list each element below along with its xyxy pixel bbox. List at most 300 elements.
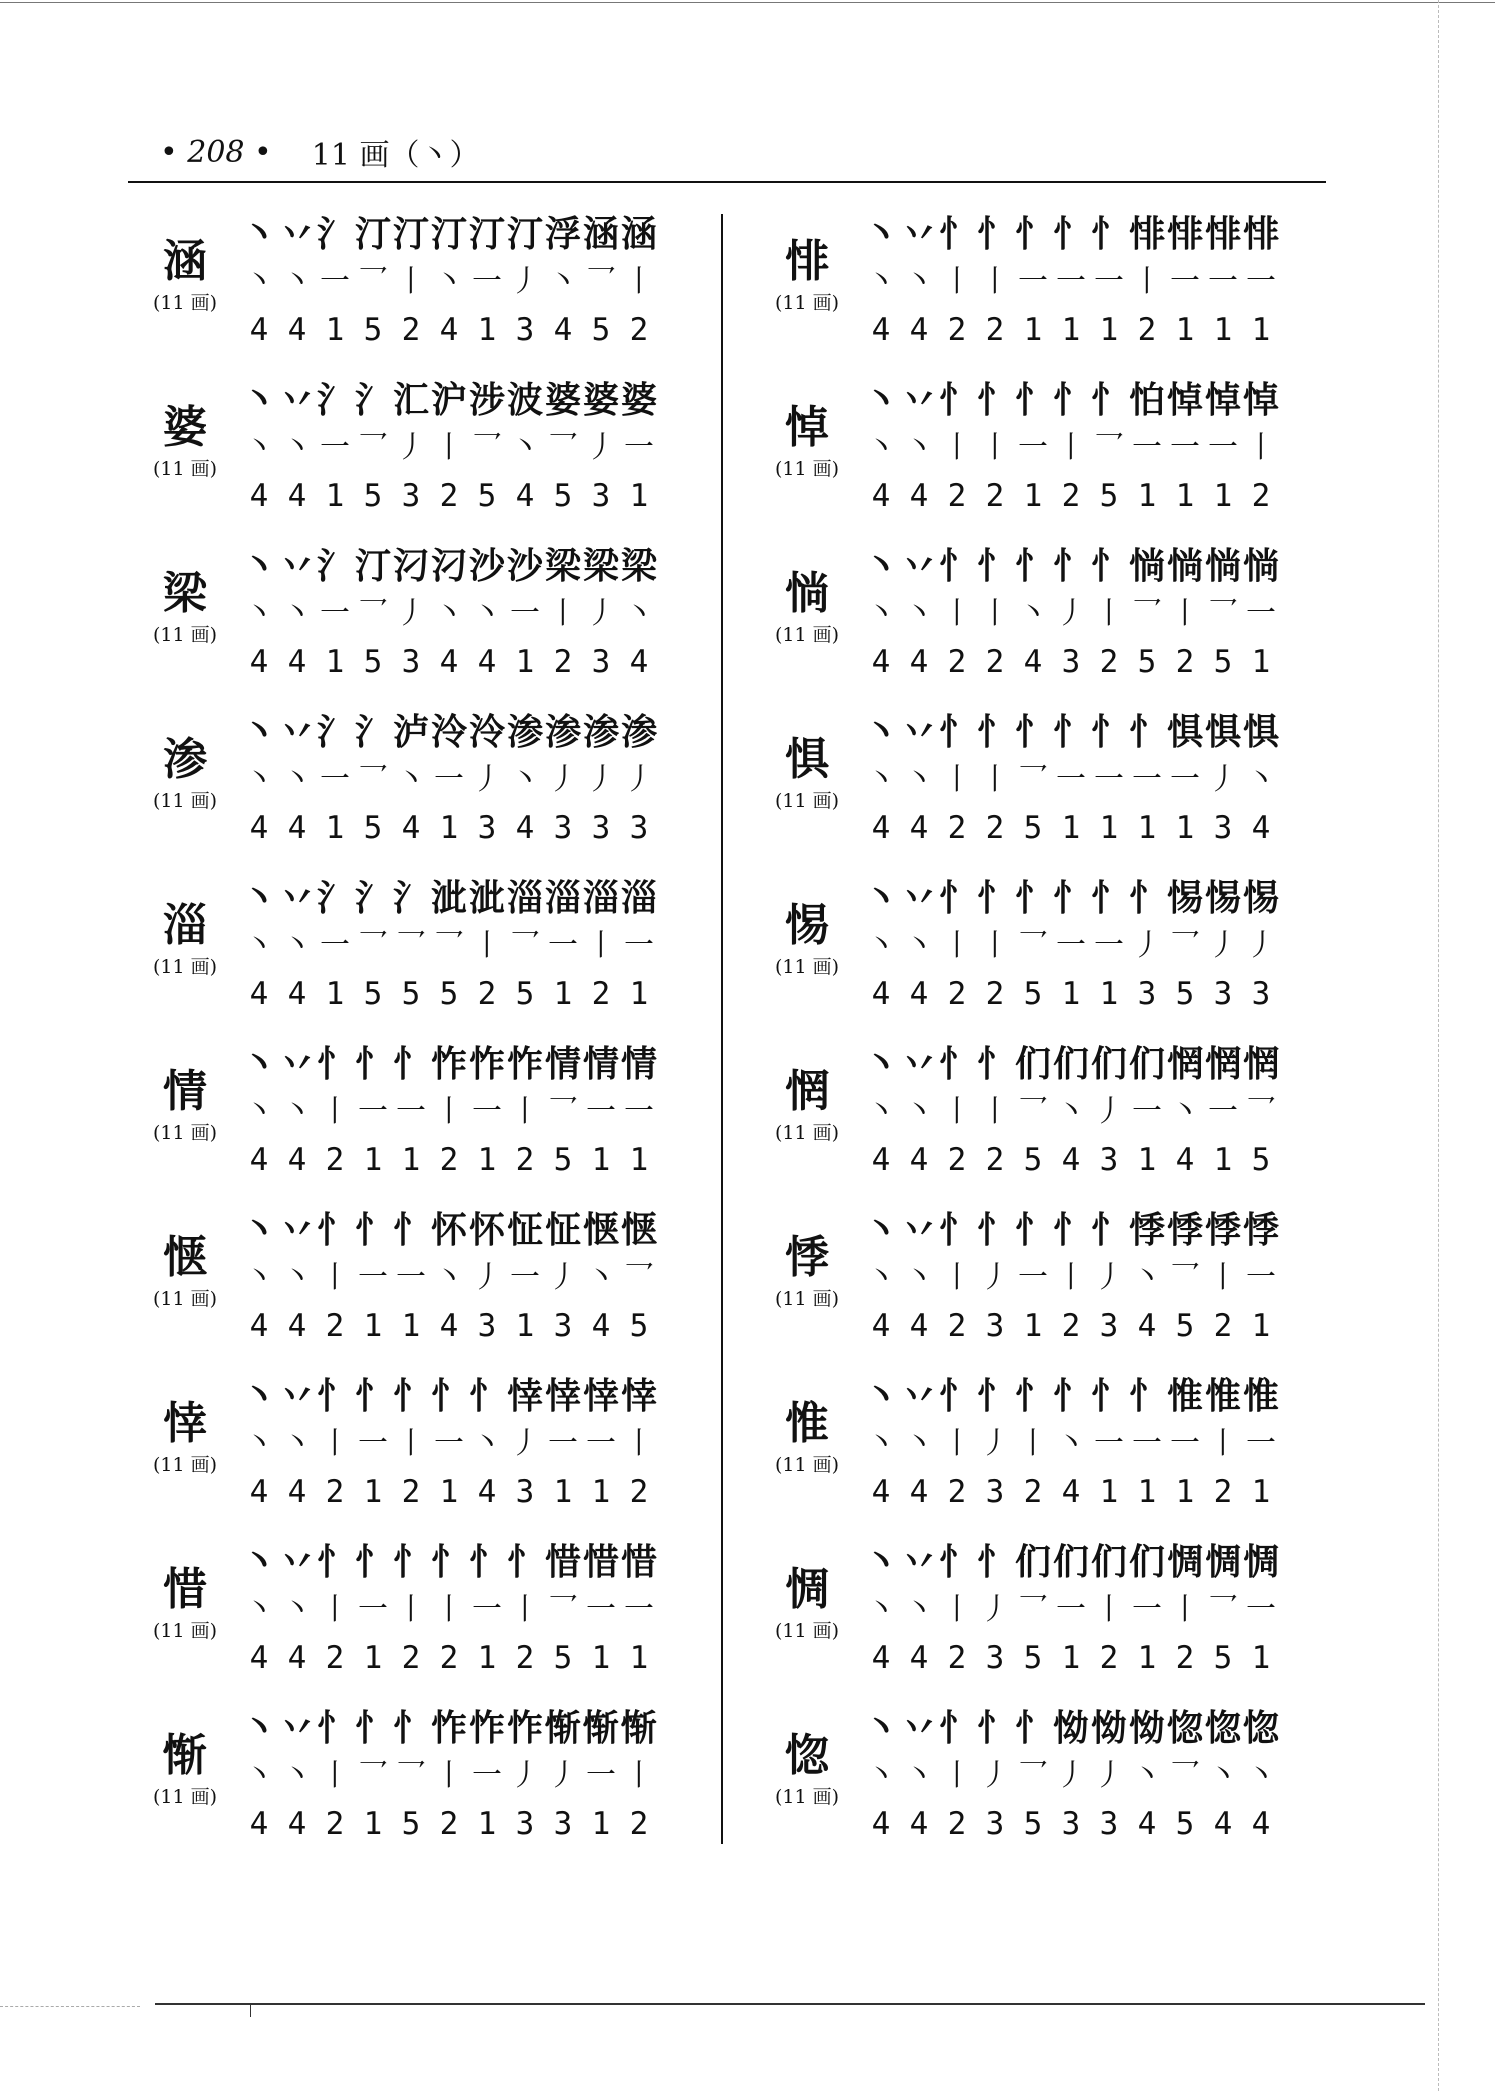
progressive-form-row <box>862 542 1312 590</box>
stroke-shape: 一 <box>586 1426 616 1461</box>
stroke-code: 3 <box>985 1473 1005 1510</box>
stroke-shape: 一 <box>1094 928 1124 963</box>
stroke-shape: 丶 <box>282 1094 312 1129</box>
stroke-shape: 乛 <box>1132 596 1162 631</box>
stroke-shape: 丨 <box>548 596 578 631</box>
stroke-shape: 丶 <box>282 430 312 465</box>
stroke-shape: 乛 <box>1018 928 1048 963</box>
progressive-form: 忄 <box>392 1043 429 1085</box>
stroke-code: 2 <box>1213 1473 1233 1510</box>
progressive-form: 丷 <box>900 545 937 587</box>
stroke-shape: 丶 <box>244 264 274 299</box>
stroke-shape: 一 <box>548 928 578 963</box>
stroke-shape: 乛 <box>548 430 578 465</box>
progressive-form-row <box>240 1206 690 1254</box>
stroke-shape: 一 <box>1246 264 1276 299</box>
stroke-shape: 乛 <box>1094 430 1124 465</box>
progressive-form: 渗 <box>544 711 581 753</box>
progressive-form: 忄 <box>1014 1375 1051 1417</box>
stroke-code: 4 <box>871 975 891 1012</box>
progressive-form: 悼 <box>1242 379 1279 421</box>
stroke-code: 5 <box>591 311 611 348</box>
stroke-sequence <box>240 210 690 354</box>
progressive-form: 惜 <box>582 1541 619 1583</box>
stroke-shape: 丨 <box>396 1426 426 1461</box>
stroke-code: 2 <box>1061 477 1081 514</box>
stroke-shape: 一 <box>320 430 350 465</box>
stroke-shape: 丿 <box>472 1260 502 1295</box>
stroke-code: 2 <box>325 1639 345 1676</box>
stroke-code: 2 <box>629 1473 649 1510</box>
stroke-shape: 丶 <box>866 1260 896 1295</box>
stroke-shape: 乛 <box>434 928 464 963</box>
stroke-code: 2 <box>439 1639 459 1676</box>
progressive-form: 丷 <box>278 1541 315 1583</box>
progressive-form: 氵 <box>354 379 391 421</box>
section-title: 11 画（丶） <box>311 138 480 173</box>
progressive-form: 梁 <box>582 545 619 587</box>
stroke-shape: 丿 <box>624 762 654 797</box>
stroke-code: 2 <box>947 809 967 846</box>
progressive-form-row <box>240 210 690 258</box>
stroke-code-row <box>240 970 690 1018</box>
progressive-form-row <box>862 1704 1312 1752</box>
stroke-code: 1 <box>1023 311 1043 348</box>
stroke-shape: 丿 <box>1132 928 1162 963</box>
headword-character: 淄 <box>163 900 207 951</box>
progressive-form: 丶 <box>862 545 899 587</box>
progressive-form: 汀 <box>354 213 391 255</box>
stroke-code: 4 <box>1061 1473 1081 1510</box>
progressive-form: 悻 <box>582 1375 619 1417</box>
progressive-form: 惚 <box>1204 1707 1241 1749</box>
character-entry <box>752 708 1312 874</box>
stroke-code: 1 <box>591 1805 611 1842</box>
stroke-code: 5 <box>1213 643 1233 680</box>
stroke-shape-row <box>240 1088 690 1136</box>
stroke-code: 2 <box>947 975 967 1012</box>
stroke-shape: 丨 <box>980 1094 1010 1129</box>
progressive-form: 悱 <box>1204 213 1241 255</box>
stroke-shape: 一 <box>1246 1592 1276 1627</box>
stroke-shape: 丨 <box>942 1426 972 1461</box>
right-column <box>752 210 1312 1870</box>
stroke-code: 4 <box>249 311 269 348</box>
stroke-code: 4 <box>871 1141 891 1178</box>
stroke-shape: 丶 <box>244 596 274 631</box>
stroke-code-row <box>862 1800 1312 1848</box>
stroke-code-row <box>862 1634 1312 1682</box>
progressive-form: 忄 <box>468 1541 505 1583</box>
stroke-code: 2 <box>947 477 967 514</box>
stroke-shape: 丶 <box>396 762 426 797</box>
stroke-shape: 丨 <box>624 1426 654 1461</box>
stroke-code: 4 <box>1213 1805 1233 1842</box>
progressive-form: 忄 <box>938 213 975 255</box>
progressive-form: 怮 <box>1052 1707 1089 1749</box>
progressive-form: 忄 <box>976 213 1013 255</box>
stroke-shape: 乛 <box>624 1260 654 1295</box>
stroke-code-row <box>862 1136 1312 1184</box>
progressive-form: 忄 <box>354 1541 391 1583</box>
headword-character: 婆 <box>163 402 207 453</box>
stroke-shape: 丨 <box>942 762 972 797</box>
stroke-code-row <box>240 1800 690 1848</box>
stroke-shape: 一 <box>1018 430 1048 465</box>
header-rule <box>128 181 1326 183</box>
progressive-form: 忄 <box>1090 711 1127 753</box>
stroke-code: 4 <box>515 809 535 846</box>
stroke-shape: 丶 <box>1132 1260 1162 1295</box>
stroke-shape: 丿 <box>586 762 616 797</box>
stroke-shape: 丶 <box>904 928 934 963</box>
stroke-code: 1 <box>1213 311 1233 348</box>
stroke-code: 3 <box>591 477 611 514</box>
column-divider <box>721 214 723 1844</box>
progressive-form-row <box>862 874 1312 922</box>
progressive-form: 忄 <box>1090 877 1127 919</box>
stroke-code: 1 <box>477 311 497 348</box>
stroke-sequence <box>240 1704 690 1848</box>
stroke-sequence <box>862 1704 1312 1848</box>
stroke-count-label: (11 画) <box>774 292 840 314</box>
stroke-code: 4 <box>871 311 891 348</box>
progressive-form: 氵 <box>354 877 391 919</box>
character-entry <box>752 1206 1312 1372</box>
progressive-form: 泸 <box>392 711 429 753</box>
character-entry <box>752 1040 1312 1206</box>
stroke-shape: 丶 <box>866 1426 896 1461</box>
stroke-code: 4 <box>871 1473 891 1510</box>
progressive-form: 忄 <box>976 711 1013 753</box>
stroke-code: 1 <box>515 643 535 680</box>
stroke-code: 1 <box>477 1639 497 1676</box>
stroke-code: 1 <box>401 1141 421 1178</box>
stroke-count-label: (11 画) <box>152 790 218 812</box>
progressive-form-row <box>862 1372 1312 1420</box>
stroke-shape: 丶 <box>866 928 896 963</box>
progressive-form: 丷 <box>900 877 937 919</box>
stroke-shape: 丨 <box>1056 430 1086 465</box>
progressive-form: 丷 <box>278 379 315 421</box>
progressive-form: 婆 <box>582 379 619 421</box>
stroke-code: 3 <box>515 1805 535 1842</box>
stroke-code: 5 <box>1251 1141 1271 1178</box>
stroke-shape: 一 <box>434 762 464 797</box>
progressive-form-row <box>240 542 690 590</box>
stroke-count-label: (11 画) <box>774 624 840 646</box>
progressive-form: 丷 <box>278 545 315 587</box>
stroke-shape: 丶 <box>244 1758 274 1793</box>
page-header <box>160 130 479 174</box>
stroke-count-label: (11 画) <box>152 956 218 978</box>
stroke-sequence <box>240 1372 690 1516</box>
progressive-form: 氵 <box>316 711 353 753</box>
progressive-form: 惕 <box>1204 877 1241 919</box>
progressive-form: 忄 <box>1128 711 1165 753</box>
stroke-code: 1 <box>1137 1141 1157 1178</box>
stroke-shape: 丿 <box>396 596 426 631</box>
progressive-form: 忄 <box>316 1707 353 1749</box>
progressive-form: 泚 <box>468 877 505 919</box>
progressive-form: 忄 <box>430 1541 467 1583</box>
progressive-form: 情 <box>620 1043 657 1085</box>
stroke-sequence <box>862 542 1312 686</box>
stroke-shape-row <box>240 590 690 638</box>
stroke-shape-row <box>862 1254 1312 1302</box>
stroke-code: 4 <box>871 477 891 514</box>
stroke-shape: 丨 <box>1094 1592 1124 1627</box>
stroke-code: 4 <box>1251 1805 1271 1842</box>
progressive-form: 丶 <box>862 1209 899 1251</box>
progressive-form: 忄 <box>1090 1209 1127 1251</box>
stroke-shape: 丶 <box>1056 1094 1086 1129</box>
stroke-shape: 丨 <box>320 1260 350 1295</box>
stroke-shape: 丿 <box>980 1426 1010 1461</box>
progressive-form: 们 <box>1128 1541 1165 1583</box>
stroke-shape: 丶 <box>244 430 274 465</box>
stroke-shape: 乛 <box>1170 1758 1200 1793</box>
stroke-shape: 丿 <box>548 762 578 797</box>
progressive-form: 丷 <box>278 711 315 753</box>
stroke-shape: 丶 <box>282 762 312 797</box>
stroke-shape: 丿 <box>1208 762 1238 797</box>
stroke-code: 2 <box>947 1473 967 1510</box>
stroke-shape: 丿 <box>1056 596 1086 631</box>
stroke-code: 4 <box>287 643 307 680</box>
stroke-sequence <box>240 1538 690 1682</box>
stroke-shape: 丶 <box>586 1260 616 1295</box>
progressive-form: 怔 <box>506 1209 543 1251</box>
scan-right-edge <box>1438 0 1439 2091</box>
stroke-shape: 丿 <box>586 596 616 631</box>
stroke-code: 5 <box>401 975 421 1012</box>
stroke-code: 4 <box>249 643 269 680</box>
stroke-code: 4 <box>287 1307 307 1344</box>
progressive-form: 惬 <box>620 1209 657 1251</box>
stroke-shape: 丨 <box>980 596 1010 631</box>
progressive-form: 忄 <box>976 877 1013 919</box>
progressive-form: 汇 <box>392 379 429 421</box>
stroke-shape: 乛 <box>1208 596 1238 631</box>
character-entry <box>130 1040 690 1206</box>
stroke-shape: 丿 <box>1094 1260 1124 1295</box>
stroke-code: 4 <box>909 975 929 1012</box>
progressive-form: 怮 <box>1090 1707 1127 1749</box>
stroke-code: 1 <box>1099 1473 1119 1510</box>
progressive-form: 惜 <box>544 1541 581 1583</box>
stroke-shape: 丶 <box>282 1592 312 1627</box>
progressive-form: 惭 <box>544 1707 581 1749</box>
stroke-shape-row <box>240 258 690 306</box>
progressive-form: 丶 <box>240 1541 277 1583</box>
progressive-form: 悼 <box>1166 379 1203 421</box>
stroke-shape: 丶 <box>244 1426 274 1461</box>
stroke-code: 4 <box>1137 1307 1157 1344</box>
progressive-form: 惭 <box>582 1707 619 1749</box>
stroke-code: 3 <box>1251 975 1271 1012</box>
stroke-code: 5 <box>1023 1141 1043 1178</box>
stroke-code: 3 <box>629 809 649 846</box>
stroke-code: 1 <box>363 1307 383 1344</box>
progressive-form: 忄 <box>938 379 975 421</box>
stroke-code: 5 <box>1023 809 1043 846</box>
stroke-shape: 一 <box>1170 264 1200 299</box>
stroke-code: 4 <box>909 311 929 348</box>
stroke-code: 5 <box>401 1805 421 1842</box>
stroke-shape: 丶 <box>282 1260 312 1295</box>
progressive-form: 惘 <box>1166 1043 1203 1085</box>
stroke-shape: 一 <box>396 1260 426 1295</box>
progressive-form: 涵 <box>620 213 657 255</box>
stroke-shape: 一 <box>358 1592 388 1627</box>
stroke-count-label: (11 画) <box>152 1620 218 1642</box>
stroke-code-row <box>240 1136 690 1184</box>
stroke-shape: 丶 <box>282 264 312 299</box>
stroke-shape: 一 <box>586 1758 616 1793</box>
stroke-shape-row <box>240 424 690 472</box>
stroke-sequence <box>862 1040 1312 1184</box>
stroke-shape: 丨 <box>1094 596 1124 631</box>
stroke-shape: 丨 <box>1170 1592 1200 1627</box>
stroke-shape: 一 <box>624 1094 654 1129</box>
character-entry <box>752 210 1312 376</box>
progressive-form: 忄 <box>938 1043 975 1085</box>
stroke-code: 4 <box>477 643 497 680</box>
progressive-form: 们 <box>1090 1541 1127 1583</box>
progressive-form: 惧 <box>1204 711 1241 753</box>
stroke-shape: 丶 <box>1246 1758 1276 1793</box>
progressive-form-row <box>240 1040 690 1088</box>
progressive-form: 惘 <box>1242 1043 1279 1085</box>
progressive-form-row <box>240 874 690 922</box>
stroke-code: 1 <box>325 311 345 348</box>
stroke-shape: 丶 <box>472 1426 502 1461</box>
headword-character: 渗 <box>163 734 207 785</box>
stroke-shape: 一 <box>1094 1426 1124 1461</box>
stroke-shape: 丨 <box>1170 596 1200 631</box>
stroke-code: 4 <box>909 477 929 514</box>
stroke-code: 4 <box>249 1473 269 1510</box>
stroke-code-row <box>240 306 690 354</box>
stroke-code: 1 <box>553 975 573 1012</box>
stroke-code: 4 <box>515 477 535 514</box>
progressive-form: 怍 <box>430 1043 467 1085</box>
stroke-code: 1 <box>1023 477 1043 514</box>
stroke-code: 3 <box>985 1805 1005 1842</box>
progressive-form: 丷 <box>278 1707 315 1749</box>
stroke-count-label: (11 画) <box>152 292 218 314</box>
progressive-form: 淄 <box>544 877 581 919</box>
stroke-code: 5 <box>515 975 535 1012</box>
stroke-code: 4 <box>553 311 573 348</box>
headword-character: 惘 <box>785 1066 829 1117</box>
stroke-code: 1 <box>439 1473 459 1510</box>
stroke-code: 2 <box>1099 1639 1119 1676</box>
progressive-form: 忄 <box>1052 379 1089 421</box>
stroke-shape: 丿 <box>1208 928 1238 963</box>
progressive-form: 忄 <box>976 1043 1013 1085</box>
progressive-form: 忄 <box>1090 213 1127 255</box>
progressive-form: 怍 <box>468 1707 505 1749</box>
stroke-sequence <box>240 542 690 686</box>
stroke-code: 4 <box>591 1307 611 1344</box>
progressive-form: 惟 <box>1166 1375 1203 1417</box>
stroke-shape: 丨 <box>320 1426 350 1461</box>
stroke-shape: 一 <box>1132 1094 1162 1129</box>
stroke-code: 1 <box>325 477 345 514</box>
stroke-code: 5 <box>553 1639 573 1676</box>
stroke-code: 2 <box>439 1141 459 1178</box>
stroke-shape: 丶 <box>282 596 312 631</box>
stroke-code: 4 <box>477 1473 497 1510</box>
progressive-form-row <box>862 1040 1312 1088</box>
stroke-shape: 乛 <box>586 264 616 299</box>
stroke-code: 4 <box>249 975 269 1012</box>
stroke-code: 1 <box>1137 1639 1157 1676</box>
stroke-shape: 丶 <box>904 762 934 797</box>
stroke-code: 2 <box>1175 1639 1195 1676</box>
progressive-form-row <box>862 210 1312 258</box>
progressive-form: 忄 <box>1014 379 1051 421</box>
stroke-code: 4 <box>871 809 891 846</box>
stroke-shape: 一 <box>586 1592 616 1627</box>
stroke-shape: 乛 <box>396 1758 426 1793</box>
progressive-form: 丶 <box>240 1043 277 1085</box>
progressive-form: 情 <box>544 1043 581 1085</box>
stroke-code: 2 <box>515 1141 535 1178</box>
progressive-form: 丶 <box>240 1209 277 1251</box>
stroke-code: 4 <box>287 809 307 846</box>
progressive-form: 忄 <box>1052 1375 1089 1417</box>
stroke-shape: 丶 <box>282 1426 312 1461</box>
progressive-form: 惜 <box>620 1541 657 1583</box>
stroke-code: 4 <box>287 1141 307 1178</box>
progressive-form: 丷 <box>900 1209 937 1251</box>
progressive-form: 惆 <box>1242 1541 1279 1583</box>
character-entry <box>130 1538 690 1704</box>
stroke-code: 5 <box>553 477 573 514</box>
progressive-form: 丶 <box>862 1375 899 1417</box>
stroke-shape: 丶 <box>282 1758 312 1793</box>
progressive-form: 忄 <box>938 545 975 587</box>
stroke-shape: 丿 <box>1056 1758 1086 1793</box>
stroke-code: 3 <box>477 1307 497 1344</box>
progressive-form: 沙 <box>506 545 543 587</box>
headword-character: 惚 <box>785 1730 829 1781</box>
stroke-shape-row <box>862 1752 1312 1800</box>
stroke-code: 3 <box>401 643 421 680</box>
stroke-shape: 丨 <box>980 264 1010 299</box>
stroke-code: 3 <box>553 809 573 846</box>
progressive-form: 悻 <box>620 1375 657 1417</box>
stroke-shape: 丶 <box>1246 762 1276 797</box>
character-entry <box>752 542 1312 708</box>
stroke-code: 1 <box>1061 311 1081 348</box>
progressive-form: 惝 <box>1242 545 1279 587</box>
progressive-form: 们 <box>1014 1043 1051 1085</box>
character-entry <box>752 1704 1312 1870</box>
stroke-count-label: (11 画) <box>152 1454 218 1476</box>
stroke-shape: 一 <box>624 430 654 465</box>
stroke-shape: 丨 <box>1208 1260 1238 1295</box>
stroke-code: 2 <box>947 1805 967 1842</box>
stroke-code: 4 <box>909 809 929 846</box>
stroke-shape-row <box>862 258 1312 306</box>
stroke-code: 2 <box>947 311 967 348</box>
stroke-shape: 乛 <box>1018 762 1048 797</box>
stroke-shape: 丨 <box>942 430 972 465</box>
